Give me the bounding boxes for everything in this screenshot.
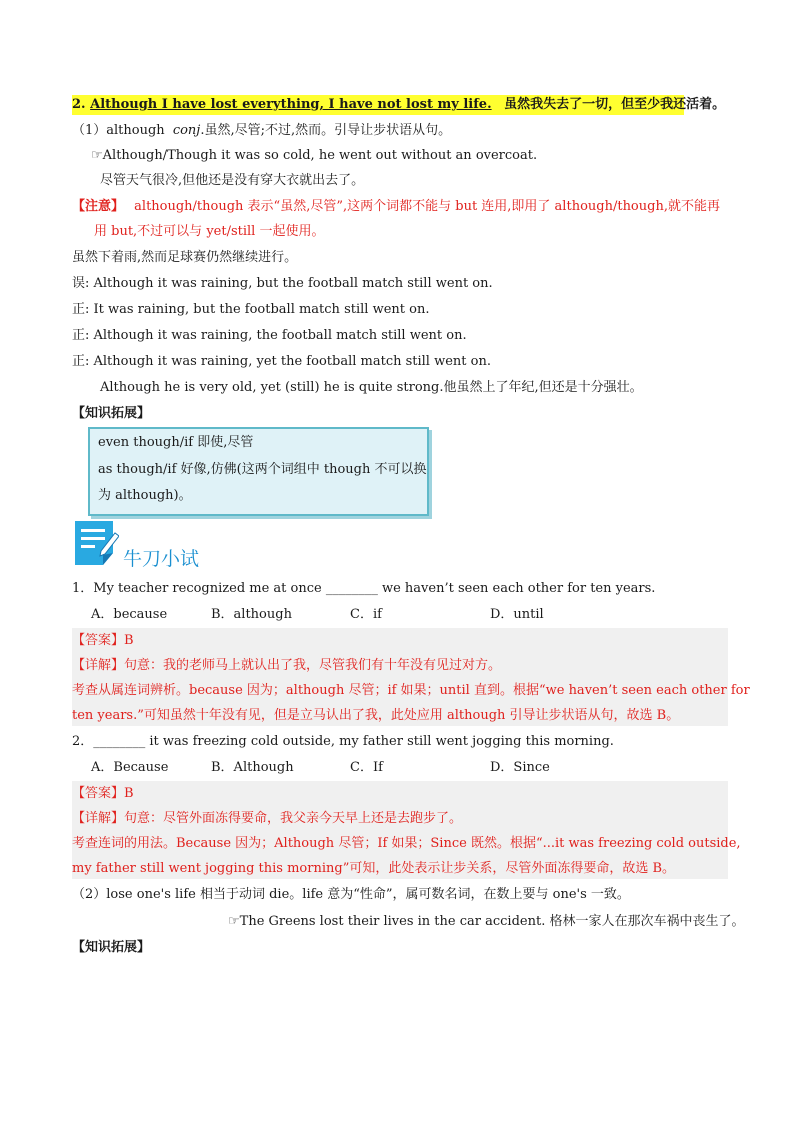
q2-answer: 【答案】B	[72, 786, 134, 801]
q2-option-a: A．Because	[91, 760, 169, 775]
note-text-1: although/though 表示“虽然,尽管”,这两个词都不能与 but 连用,即用了 although/though,就不能再	[134, 199, 720, 214]
box-line-1: even though/if 即使,尽管	[98, 435, 254, 450]
right-example-2: 正: Although it was raining, the football match still went on.	[72, 328, 467, 343]
heading-number: 2.	[72, 97, 86, 112]
rain-chinese: 虽然下着雨,然而足球赛仍然继续进行。	[72, 250, 298, 265]
box-line-3: 为 although)。	[98, 488, 192, 503]
example-english: ☞Although/Though it was so cold, he went out without an overcoat.	[91, 148, 538, 163]
q1-detail-1: 【详解】句意：我的老师马上就认出了我，尽管我们有十年没有见过对方。	[72, 658, 502, 673]
note-line-1	[72, 197, 720, 217]
q2-detail-1: 【详解】句意：尽管外面冻得要命，我父亲今天早上还是去跑步了。	[72, 811, 463, 826]
part1-pos: conj	[172, 123, 201, 138]
q1-detail-3: ten years.”可知虽然十年没有见，但是立马认出了我，此处应用 although 引导让步状语从句，故选 B。	[72, 708, 680, 723]
part2-example: ☞The Greens lost their lives in the car accident. 格林一家人在那次车祸中丧生了。	[228, 914, 745, 929]
section-title: 牛刀小试	[123, 548, 200, 570]
q1-answer: 【答案】B	[72, 633, 134, 648]
q2-detail-2: 考查连词的用法。Because 因为；Although 尽管；If 如果；Since 既然。根据“...it was freezing cold outside,	[72, 836, 741, 851]
q1-option-d: D．until	[490, 607, 544, 622]
q2-option-b: B．Although	[211, 760, 294, 775]
heading-chinese: 虽然我失去了一切，但至少我还活着。	[504, 97, 726, 112]
q1-stem: 1．My teacher recognized me at once ________ we haven’t seen each other for ten years.	[72, 581, 656, 596]
note-line-2: 用 but,不过可以与 yet/still 一起使用。	[94, 224, 325, 239]
extension-box	[88, 427, 429, 516]
q2-option-d: D．Since	[490, 760, 550, 775]
part2-text: （2）lose one's life 相当于动词 die。life 意为“性命”，属可数名词，在数上要与 one's 一致。	[72, 887, 630, 902]
q2-stem: 2．________ it was freezing cold outside, my father still went jogging this morning.	[72, 734, 614, 749]
notepad-pencil-icon	[73, 517, 119, 567]
section-heading	[72, 95, 726, 115]
q1-detail-2: 考查从属连词辨析。because 因为；although 尽管；if 如果；until 直到。根据“we haven’t seen each other for	[72, 683, 750, 698]
heading-english: Although I have lost everything, I have not lost my life.	[90, 97, 492, 112]
wrong-example: 误: Although it was raining, but the football match still went on.	[72, 276, 493, 291]
part1-label: （1）although	[72, 123, 165, 138]
q1-option-b: B．although	[211, 607, 292, 622]
q2-detail-3: my father still went jogging this morning”可知，此处表示让步关系，尽管外面冻得要命，故选 B。	[72, 861, 676, 876]
note-label: 【注意】	[72, 199, 125, 214]
right-example-1: 正: It was raining, but the football match still went on.	[72, 302, 430, 317]
q1-option-c: C．if	[350, 607, 382, 622]
q2-option-c: C．If	[350, 760, 383, 775]
part1-definition	[72, 121, 451, 141]
q1-option-a: A．because	[91, 607, 168, 622]
part1-meaning: .虽然,尽管;不过,然而。引导让步状语从句。	[200, 123, 452, 138]
box-line-2: as though/if 好像,仿佛(这两个词组中 though 不可以换	[98, 462, 427, 477]
old-example: Although he is very old, yet (still) he is quite strong.他虽然上了年纪,但还是十分强壮。	[100, 380, 643, 395]
part2-extension-label: 【知识拓展】	[72, 940, 151, 955]
knowledge-extension-label: 【知识拓展】	[72, 406, 151, 421]
right-example-3: 正: Although it was raining, yet the football match still went on.	[72, 354, 491, 369]
example-chinese: 尽管天气很冷,但他还是没有穿大衣就出去了。	[100, 173, 365, 188]
